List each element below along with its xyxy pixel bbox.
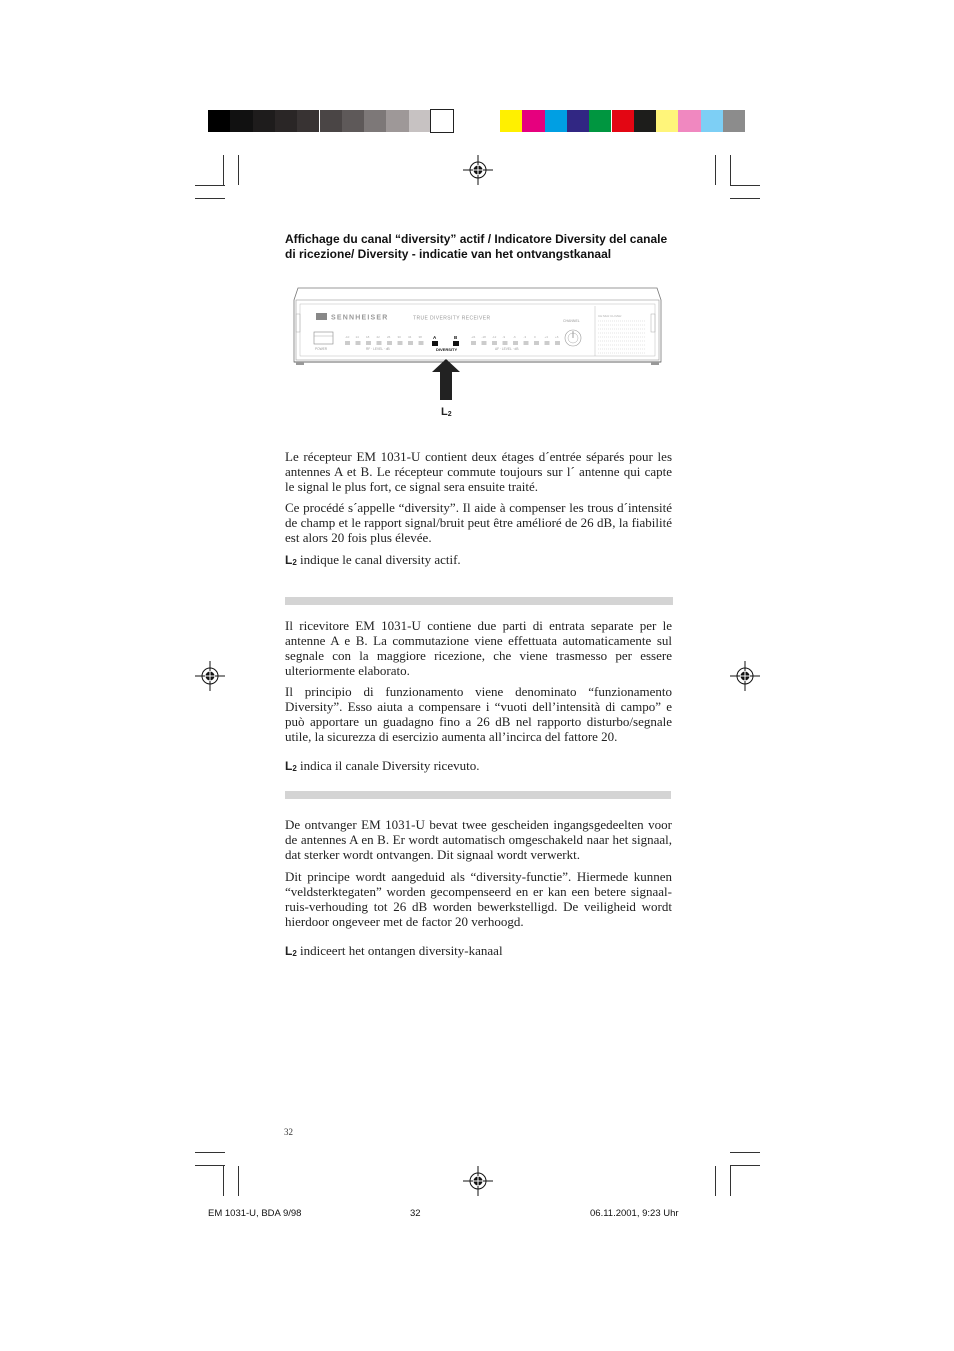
gray-swatch: [275, 110, 297, 132]
section-heading: [285, 232, 685, 262]
color-swatch: [589, 110, 611, 132]
meter-tick-label: 22: [376, 335, 380, 339]
meter-tick-label: 34: [408, 335, 412, 339]
meter-tick-label: 14: [355, 335, 359, 339]
crop-mark: [195, 185, 225, 186]
italian-paragraph-1: Il ricevitore EM 1031-U contiene due parti di entrata separate per le antenne A e B. La commutazione viene effettuata automaticamente sul segnale con la maggiore ricezione, che viene trasmesso per essere ulteriormente elaborato.: [285, 618, 672, 678]
meter-led: [356, 341, 361, 345]
l2-reference: $L_2$: [285, 553, 297, 567]
meter-led: [513, 341, 518, 345]
sennheiser-logo-icon: [316, 313, 327, 320]
l2-reference: $L_2$: [285, 944, 297, 958]
channel-selector-knob: [565, 330, 581, 346]
crop-mark: [195, 1152, 225, 1153]
gray-swatch: [409, 110, 431, 132]
french-paragraph-3: $L_2$ indique le canal diversity actif.: [285, 552, 461, 567]
meter-tick-label: -10: [345, 335, 350, 339]
italian-paragraph-3: $L_2$ indica il canale Diversity ricevuto.: [285, 758, 480, 773]
meter-led: [471, 341, 476, 345]
receiver-front-panel-illustration: [290, 284, 665, 424]
crop-mark: [730, 185, 760, 186]
french-paragraph-2: Ce procédé s´appelle “diversity”. Il aide à compenser les trous d´intensité de champ et le rapport signal/bruit peut être amélioré de 26 dB, la fiabilité est alors 20 fois plus élevée.: [285, 500, 672, 545]
meter-led: [524, 341, 529, 345]
meter-led: [408, 341, 413, 345]
crop-mark: [730, 1152, 760, 1153]
color-swatch: [701, 110, 723, 132]
channel-label: CHANNEL: [563, 319, 580, 323]
italian-paragraph-2: Il principio di funzionamento viene denominato “funzionamento Diversity”. Esso aiuta a compensare i “vuoti dell’intensità di campo” e può apportare un guadagno fino a 26 dB nel rapporto disturbo/segnale utile, la sicurezza di esercizio aumenta all’incirca del fattore 20.: [285, 684, 672, 744]
power-button: [314, 332, 333, 344]
dutch-paragraph-1: De ontvanger EM 1031-U bevat twee gescheiden ingangsgedeelten voor de antennes A en B. Er wordt automatisch omgeschakeld naar het signaal, dat sterker wordt ontvangen. Dit signaal wordt verwerkt.: [285, 817, 672, 862]
crop-mark: [238, 1166, 239, 1196]
footer-left: EM 1031-U, BDA 9/98: [208, 1208, 302, 1219]
color-swatch: [634, 110, 656, 132]
meter-tick-label: 26: [387, 335, 391, 339]
color-swatch: [567, 110, 589, 132]
af-level-label: AF · LEVEL · dB: [495, 347, 519, 351]
l2-reference: $L_2$: [285, 759, 297, 773]
meter-led: [503, 341, 508, 345]
color-swatch: [500, 110, 522, 132]
meter-tick-label: -6: [513, 335, 516, 339]
meter-led: [492, 341, 497, 345]
gray-swatch: [230, 110, 252, 132]
diversity-led-b: [453, 341, 459, 346]
registration-mark-icon: [730, 661, 760, 691]
crop-mark: [730, 1165, 760, 1166]
meter-led: [555, 341, 560, 345]
led-a-label: A: [433, 335, 437, 340]
rf-level-label: RF · LEVEL · dB: [366, 347, 390, 351]
color-swatch: [545, 110, 567, 132]
meter-led: [366, 341, 371, 345]
meter-led: [345, 341, 350, 345]
meter-tick-label: -24: [471, 335, 476, 339]
channel-table-header: CH MHz CH MHz: [598, 314, 622, 318]
meter-led: [398, 341, 403, 345]
meter-tick-label: -18: [481, 335, 486, 339]
color-swatch: [656, 110, 678, 132]
dutch-paragraph-2: Dit principe wordt aangeduid als “diversity-functie”. Hiermede kunnen “veldsterktegaten” worden gecompenseerd en er kan een betere signaal-ruis-verhouding tot 26 dB worden bewerkstelligd. De veiligheid wordt hierdoor ongeveer met de factor 20 verhoogd.: [285, 869, 672, 929]
heading-line-2: di ricezione/ Diversity - indicatie van het ontvangstkanaal: [285, 247, 612, 261]
diversity-led-a: [432, 341, 438, 346]
meter-led: [545, 341, 550, 345]
color-swatch: [678, 110, 700, 132]
french-paragraph-1: Le récepteur EM 1031-U contient deux étages d´entrée séparés pour les antennes A et B. Le récepteur commute toujours sur l´ antenne qui capte le signal le plus fort, ce signal sera ensuite traité.: [285, 449, 672, 494]
crop-mark: [715, 1166, 716, 1196]
dutch-paragraph-3: $L_2$ indiceert het ontangen diversity-kanaal: [285, 943, 503, 958]
power-label: POWER: [315, 347, 328, 351]
meter-tick-label: +6: [555, 335, 559, 339]
meter-tick-label: 30: [397, 335, 401, 339]
crop-mark: [223, 155, 224, 185]
crop-mark: [730, 1166, 731, 1196]
crop-mark: [238, 155, 239, 185]
meter-tick-label: 0: [534, 335, 536, 339]
color-swatch: [612, 110, 634, 132]
gray-swatch: [431, 110, 453, 132]
section-divider: [285, 791, 671, 799]
meter-tick-label: -12: [492, 335, 497, 339]
meter-tick-label: -3: [523, 335, 527, 339]
pointer-arrow-icon: [432, 359, 460, 400]
crop-mark: [730, 198, 760, 199]
led-b-label: B: [454, 335, 458, 340]
gray-swatch: [386, 110, 408, 132]
meter-led: [482, 341, 487, 345]
meter-tick-label: -9: [502, 335, 506, 339]
color-swatch: [522, 110, 544, 132]
crop-mark: [730, 155, 731, 185]
registration-mark-icon: [463, 155, 493, 185]
crop-mark: [715, 155, 716, 185]
section-divider: [285, 597, 673, 605]
meter-tick-label: 38: [418, 335, 422, 339]
gray-swatch: [297, 110, 319, 132]
meter-tick-label: +3: [544, 335, 548, 339]
registration-mark-icon: [463, 1166, 493, 1196]
heading-line-1: Affichage du canal “diversity” actif / Indicatore Diversity del canale: [285, 232, 668, 246]
gray-swatch: [364, 110, 386, 132]
meter-led: [419, 341, 424, 345]
brand-label: SENNHEISER: [331, 314, 389, 322]
gray-swatch: [320, 110, 342, 132]
page-number: 32: [284, 1127, 293, 1137]
model-label: TRUE DIVERSITY RECEIVER: [413, 315, 491, 322]
footer-right: 06.11.2001, 9:23 Uhr: [590, 1208, 679, 1219]
gray-swatch: [253, 110, 275, 132]
crop-mark: [195, 1165, 225, 1166]
diversity-label: DIVERSITY: [436, 347, 458, 352]
gray-swatch: [208, 110, 230, 132]
callout-label: L2: [441, 406, 452, 418]
gray-swatch: [342, 110, 364, 132]
footer-center: 32: [410, 1208, 421, 1219]
crop-mark: [195, 198, 225, 199]
meter-led: [377, 341, 382, 345]
meter-led: [387, 341, 392, 345]
registration-mark-icon: [195, 661, 225, 691]
meter-tick-label: 18: [366, 335, 370, 339]
crop-mark: [223, 1166, 224, 1196]
color-swatch: [723, 110, 745, 132]
meter-led: [534, 341, 539, 345]
